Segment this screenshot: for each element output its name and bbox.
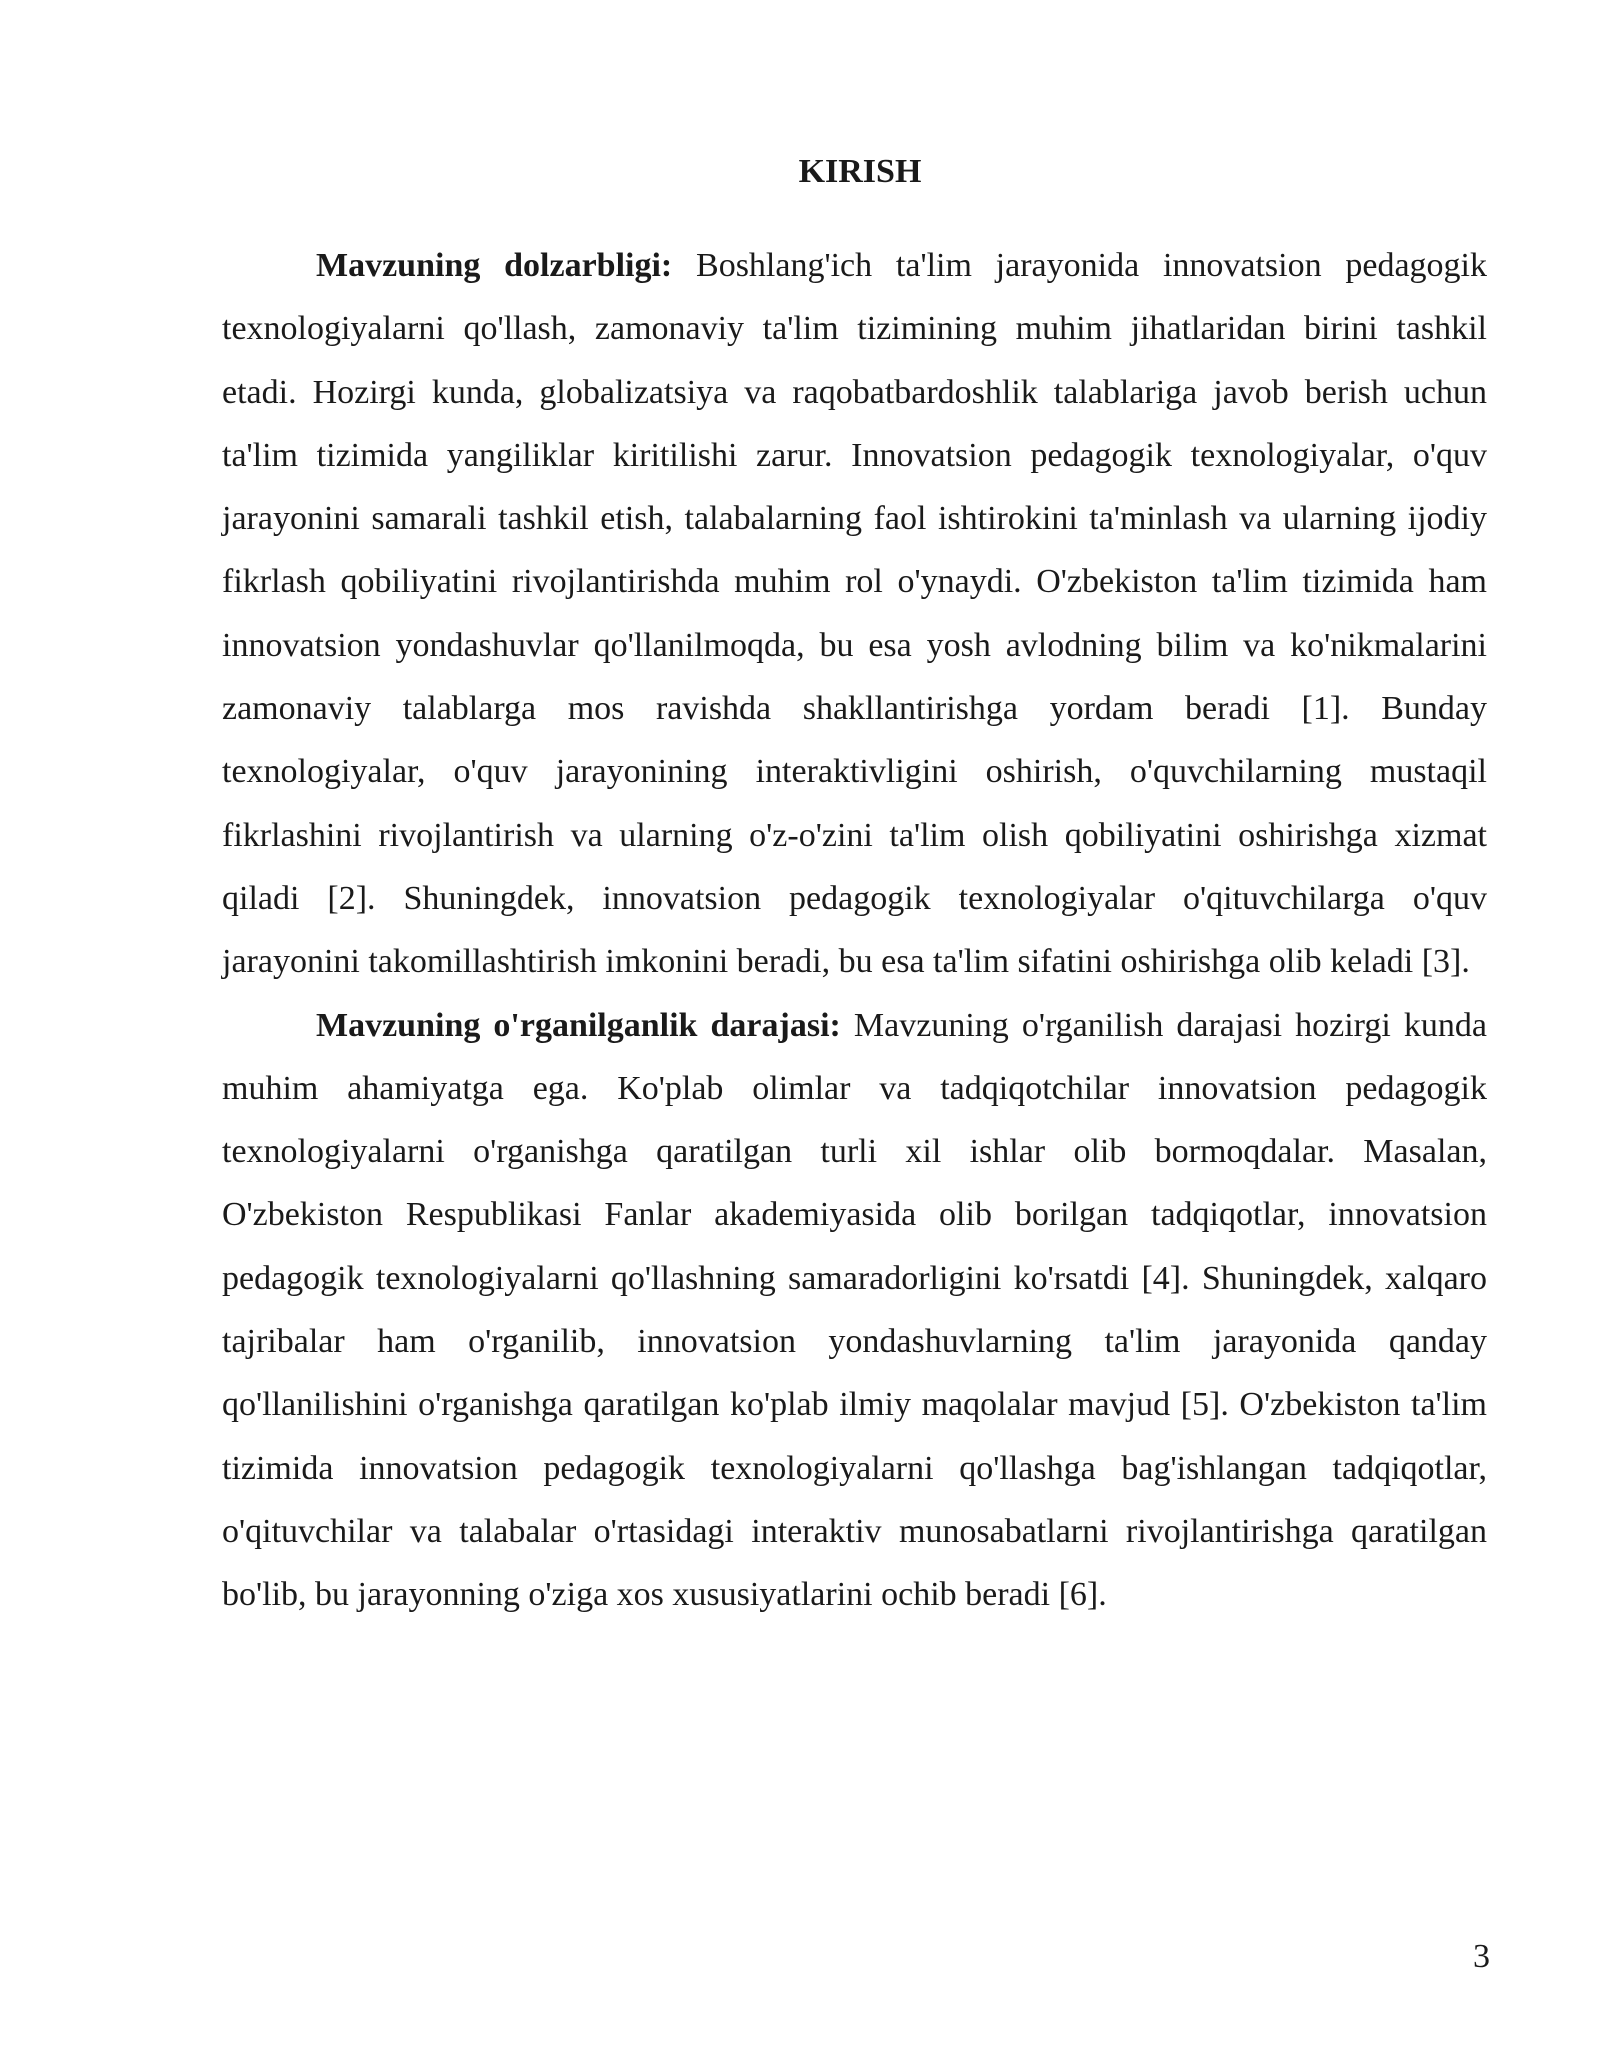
paragraph-text: Mavzuning o'rganilish darajasi hozirgi kunda muhim ahamiyatga ega. Ko'plab olimlar va tadqiqotchilar innovatsion pedagogik texnologiyalarni o'rganishga qaratilgan turli xil ishlar olib bormoqdalar. Masalan, O'zbekiston Respublikasi Fanlar akademiyasida olib borilgan tadqiqotlar, innovatsion pedagogik texnologiyalarni qo'llashning samaradorligini ko'rsatdi [4]. Shuningdek, xalqaro tajribalar ham o'rganilib, innovatsion yondashuvlarning ta'lim jarayonida qanday qo'llanilishini o'rganishga qaratilgan ko'plab ilmiy maqolalar mavjud [5]. O'zbekiston ta'lim tizimida innovatsion pedagogik texnologiyalarni qo'llashga bag'ishlangan tadqiqotlar, o'qituvchilar va talabalar o'rtasidagi interaktiv munosabatlarni rivojlantirishga qaratilgan bo'lib, bu jarayonning o'ziga xos xususiyatlarini ochib beradi [6]. [222, 1006, 1487, 1614]
page-title: KIRISH [798, 153, 922, 190]
paragraph-dolzarbligi [222, 234, 1487, 994]
paragraph-text: Boshlang'ich ta'lim jarayonida innovatsion pedagogik texnologiyalarni qo'llash, zamonaviy ta'lim tizimining muhim jihatlaridan birini tashkil etadi. Hozirgi kunda, globalizatsiya va raqobatbardoshlik talablariga javob berish uchun ta'lim tizimida yangiliklar kiritilishi zarur. Innovatsion pedagogik texnologiyalar, o'quv jarayonini samarali tashkil etish, talabalarning faol ishtirokini ta'minlash va ularning ijodiy fikrlash qobiliyatini rivojlantirishda muhim rol o'ynaydi. O'zbekiston ta'lim tizimida ham innovatsion yondashuvlar qo'llanilmoqda, bu esa yosh avlodning bilim va ko'nikmalarini zamonaviy talablarga mos ravishda shakllantirishga yordam beradi [1]. Bunday texnologiyalar, o'quv jarayonining interaktivligini oshirish, o'quvchilarning mustaqil fikrlashini rivojlantirish va ularning o'z-o'zini ta'lim olish qobiliyatini oshirishga xizmat qiladi [2]. Shuningdek, innovatsion pedagogik texnologiyalar o'qituvchilarga o'quv jarayonini takomillashtirish imkonini beradi, bu esa ta'lim sifatini oshirishga olib keladi [3]. [222, 247, 1488, 981]
paragraph-heading: Mavzuning o'rganilganlik darajasi: [316, 1006, 841, 1044]
paragraph-heading: Mavzuning dolzarbligi: [316, 247, 673, 284]
document-body [222, 234, 1487, 1627]
page-number: 3 [1473, 1938, 1490, 1975]
paragraph-organilganlik [222, 994, 1487, 1627]
